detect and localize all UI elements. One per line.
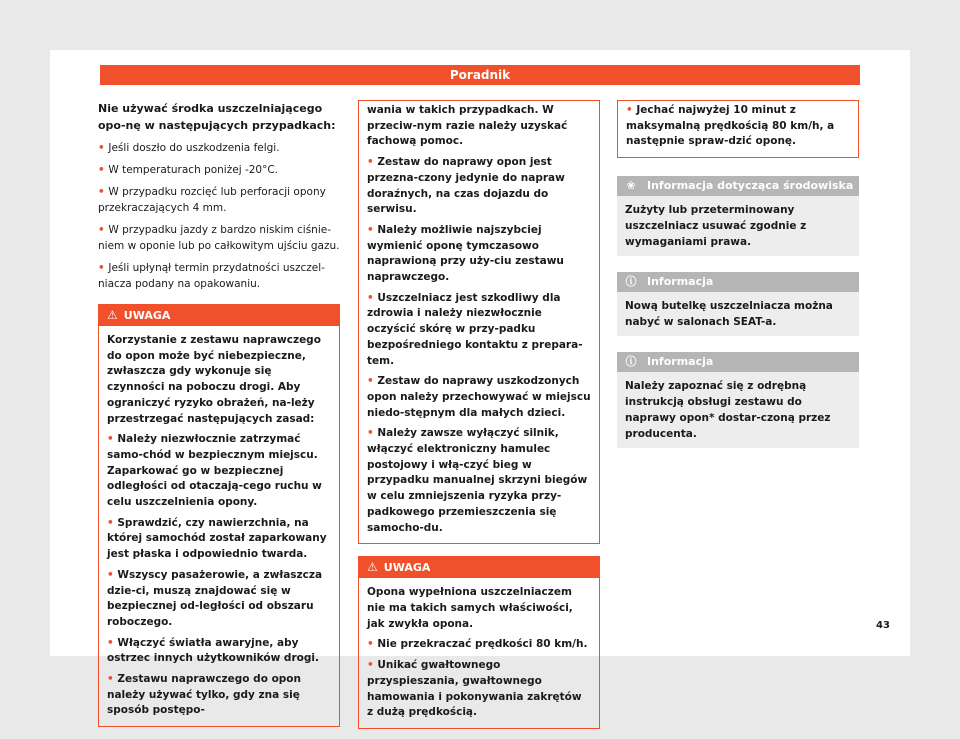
info-text: Należy zapoznać się z odrębną instrukcją obsługi zestawu do naprawy opon* dostar-czoną przez producenta. <box>625 380 831 441</box>
info-icon: ⓘ <box>625 355 637 369</box>
info-icon: ⓘ <box>625 275 637 289</box>
list-item: • Wszyscy pasażerowie, a zwłaszcza dzie-ci, muszą znajdować się w bezpiecznej od-ległości od obszaru roboczego. <box>107 568 331 631</box>
environment-info-text: Zużyty lub przeterminowany uszczelniacz usuwać zgodnie z wymaganiami prawa. <box>625 204 807 249</box>
info-header <box>617 352 859 372</box>
column-left <box>98 100 340 737</box>
warning-triangle-icon: ⚠ <box>107 308 118 322</box>
list-item: • Jeśli upłynął termin przydatności uszczel-niacza podany na opakowaniu. <box>98 260 340 292</box>
warning-title: UWAGA <box>383 561 431 575</box>
warning-box-continued <box>358 100 600 544</box>
warning-intro: wania w takich przypadkach. W przeciw-nym razie należy uzyskać fachową pomoc. <box>367 104 568 148</box>
info-title: Informacja <box>647 275 714 289</box>
info-box <box>617 272 859 336</box>
list-item: • Jechać najwyżej 10 minut z maksymalną prędkością 80 km/h, a następnie spraw-dzić oponę. <box>626 103 850 150</box>
list-item: • Zestawu naprawczego do opon należy używać tylko, gdy zna się sposób postępo- <box>107 672 331 719</box>
list-item: • Uszczelniacz jest szkodliwy dla zdrowia i należy niezwłocznie oczyścić skórę w przy-padku bezpośredniego kontaktu z prepara-tem. <box>367 291 591 370</box>
warning-box <box>358 556 600 729</box>
column-middle <box>358 100 600 739</box>
list-item: • Unikać gwałtownego przyspieszania, gwałtownego hamowania i pokonywania zakrętów z dużą prędkością. <box>367 658 591 721</box>
list-item: • Należy zawsze wyłączyć silnik, włączyć elektroniczny hamulec postojowy i włą-czyć bieg w przypadku manualnej skrzyni biegów w celu zmniejszenia ryzyka przy-padkowego przemieszczenia się samocho-du. <box>367 426 591 536</box>
list-item: • W przypadku jazdy z bardzo niskim ciśnie-niem w oponie lub po całkowitym ujściu gazu. <box>98 222 340 254</box>
info-header <box>617 272 859 292</box>
info-body <box>617 292 859 336</box>
section-heading: Nie używać środka uszczelniającego opo-nę w następujących przypadkach: <box>98 102 336 132</box>
list-item: • Należy niezwłocznie zatrzymać samo-chód w bezpiecznym miejscu. Zaparkować go w bezpiecznej odległości od otaczają-cego ruchu w celu uszczelnienia opony. <box>107 432 331 511</box>
warning-header <box>359 557 599 578</box>
info-box <box>617 352 859 448</box>
list-item: • Zestaw do naprawy uszkodzonych opon należy przechowywać w miejscu niedo-stępnym dla małych dzieci. <box>367 374 591 421</box>
list-item: • Zestaw do naprawy opon jest przezna-czony jedynie do napraw doraźnych, na czas dojazdu do serwisu. <box>367 155 591 218</box>
warning-title: UWAGA <box>123 309 171 322</box>
column-right <box>617 100 859 464</box>
info-title: Informacja <box>647 355 714 369</box>
warning-header <box>99 305 339 326</box>
leaf-icon: ❀ <box>626 179 636 193</box>
page-number: 43 <box>876 620 890 631</box>
list-item: • Sprawdzić, czy nawierzchnia, na której samochód został zaparkowany jest płaska i odpowiednio twarda. <box>107 516 331 563</box>
warning-triangle-icon: ⚠ <box>367 560 378 575</box>
info-body <box>617 372 859 448</box>
environment-info-body <box>617 196 859 256</box>
environment-info-title: Informacja dotycząca środowiska <box>647 179 854 193</box>
info-text: Nową butelkę uszczelniacza można nabyć w salonach SEAT-a. <box>625 300 833 329</box>
warning-intro: Korzystanie z zestawu naprawczego do opon może być niebezpieczne, zwłaszcza gdy wykonuje się czynności na poboczu drogi. Aby ograniczyć ryzyko obrażeń, na-leży przestrzegać następujących zasad: <box>107 334 321 425</box>
list-item: • Włączyć światła awaryjne, aby ostrzec innych użytkowników drogi. <box>107 636 331 667</box>
environment-info-box <box>617 176 859 256</box>
list-item: • W przypadku rozcięć lub perforacji opony przekraczających 4 mm. <box>98 184 340 216</box>
warning-body <box>359 101 599 543</box>
warning-box <box>98 304 340 727</box>
warning-box-continued <box>617 100 859 158</box>
warning-body <box>618 101 858 157</box>
warning-intro: Opona wypełniona uszczelniaczem nie ma takich samych właściwości, jak zwykła opona. <box>367 586 573 630</box>
list-item: • W temperaturach poniżej -20°C. <box>98 162 340 178</box>
environment-info-header <box>617 176 859 196</box>
list-item: • Jeśli doszło do uszkodzenia felgi. <box>98 140 340 156</box>
page-header: Poradnik <box>100 65 860 85</box>
warning-body <box>99 326 339 726</box>
list-item: • Nie przekraczać prędkości 80 km/h. <box>367 637 591 653</box>
warning-body <box>359 578 599 728</box>
list-item: • Należy możliwie najszybciej wymienić oponę tymczasowo naprawioną przy uży-ciu zestawu naprawczego. <box>367 223 591 286</box>
